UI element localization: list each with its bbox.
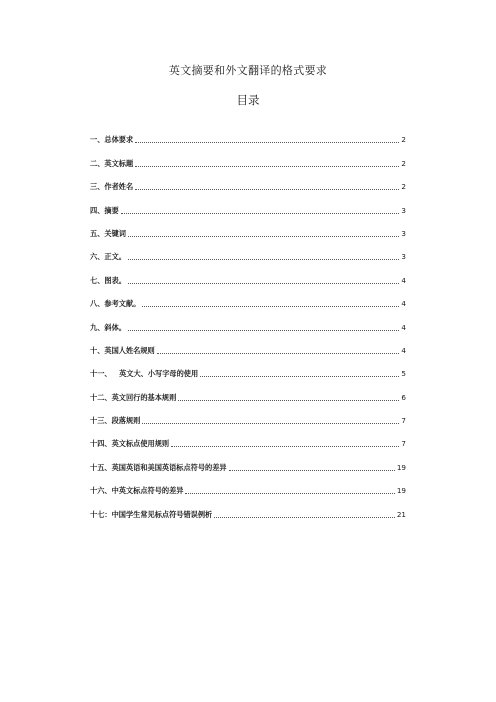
toc-entry-8[interactable] <box>90 286 406 309</box>
toc-entry-page: 4 <box>401 322 406 332</box>
document-title: 英文摘要和外文翻译的格式要求 <box>168 64 328 77</box>
dot-leader <box>128 258 399 260</box>
toc-entry-page: 5 <box>401 369 406 379</box>
toc-entry-9[interactable] <box>90 309 406 332</box>
toc-entry-page: 19 <box>396 462 406 472</box>
dot-leader <box>185 492 394 494</box>
toc-entry-page: 19 <box>396 486 406 496</box>
toc-entry-label: 十、英国人姓名规则 <box>90 345 155 355</box>
toc-entry-label: 十二、英文回行的基本规则 <box>90 392 177 402</box>
dot-leader <box>135 165 399 167</box>
toc-entry-label: 十三、段落规则 <box>90 416 141 426</box>
toc-entry-page: 4 <box>401 275 406 285</box>
dot-leader <box>128 329 399 331</box>
dot-leader <box>214 516 395 518</box>
dot-leader <box>142 422 399 424</box>
dot-leader <box>128 235 399 237</box>
toc-entry-page: 6 <box>401 392 406 402</box>
dot-leader <box>142 305 399 307</box>
toc-entry-page: 2 <box>401 135 406 145</box>
toc-entry-3[interactable] <box>90 169 406 192</box>
dot-leader <box>200 375 399 377</box>
toc-entry-4[interactable] <box>90 192 406 215</box>
toc-entry-11[interactable] <box>90 356 406 379</box>
toc-entry-page: 4 <box>401 345 406 355</box>
toc-entry-page: 3 <box>401 228 406 238</box>
table-of-contents <box>90 122 406 520</box>
toc-entry-page: 3 <box>401 205 406 215</box>
toc-entry-label: 五、关键词 <box>90 228 126 238</box>
toc-entry-page: 7 <box>401 416 406 426</box>
toc-entry-page: 21 <box>396 509 406 519</box>
toc-entry-6[interactable] <box>90 239 406 262</box>
toc-entry-label: 一、总体要求 <box>90 135 134 145</box>
toc-entry-label: 十六、中英文标点符号的差异 <box>90 486 184 496</box>
toc-entry-label: 十四、英文标点使用规则 <box>90 439 170 449</box>
toc-entry-17[interactable] <box>90 496 406 519</box>
toc-entry-label: 二、英文标题 <box>90 158 134 168</box>
dot-leader <box>135 141 399 143</box>
toc-entry-label: 六、正文。 <box>90 252 126 262</box>
toc-entry-label: 七、图表。 <box>90 275 126 285</box>
toc-entry-7[interactable] <box>90 262 406 285</box>
toc-entry-page: 3 <box>401 252 406 262</box>
dot-leader <box>128 282 399 284</box>
dot-leader <box>135 188 399 190</box>
toc-entry-label: 九、斜体。 <box>90 322 126 332</box>
toc-entry-13[interactable] <box>90 403 406 426</box>
toc-entry-10[interactable] <box>90 333 406 356</box>
toc-entry-page: 7 <box>401 439 406 449</box>
toc-entry-15[interactable] <box>90 449 406 472</box>
dot-leader <box>229 469 395 471</box>
toc-entry-16[interactable] <box>90 473 406 496</box>
toc-entry-page: 4 <box>401 299 406 309</box>
toc-entry-12[interactable] <box>90 379 406 402</box>
toc-entry-label: 十五、英国英语和美国英语标点符号的差异 <box>90 462 227 472</box>
toc-entry-label: 三、作者姓名 <box>90 182 134 192</box>
dot-leader <box>121 212 400 214</box>
dot-leader <box>178 399 399 401</box>
toc-entry-14[interactable] <box>90 426 406 449</box>
toc-entry-1[interactable] <box>90 122 406 145</box>
toc-entry-label: 十七：中国学生常见标点符号错误例析 <box>90 509 213 519</box>
toc-entry-label: 十一、 英文大、小写字母的使用 <box>90 369 199 379</box>
toc-entry-page: 2 <box>401 182 406 192</box>
toc-entry-label: 四、摘要 <box>90 205 119 215</box>
toc-entry-5[interactable] <box>90 216 406 239</box>
dot-leader <box>157 352 400 354</box>
dot-leader <box>171 445 399 447</box>
toc-entry-page: 2 <box>401 158 406 168</box>
toc-entry-2[interactable] <box>90 145 406 168</box>
toc-heading: 目录 <box>236 93 260 107</box>
toc-entry-label: 八、参考文献。 <box>90 299 141 309</box>
